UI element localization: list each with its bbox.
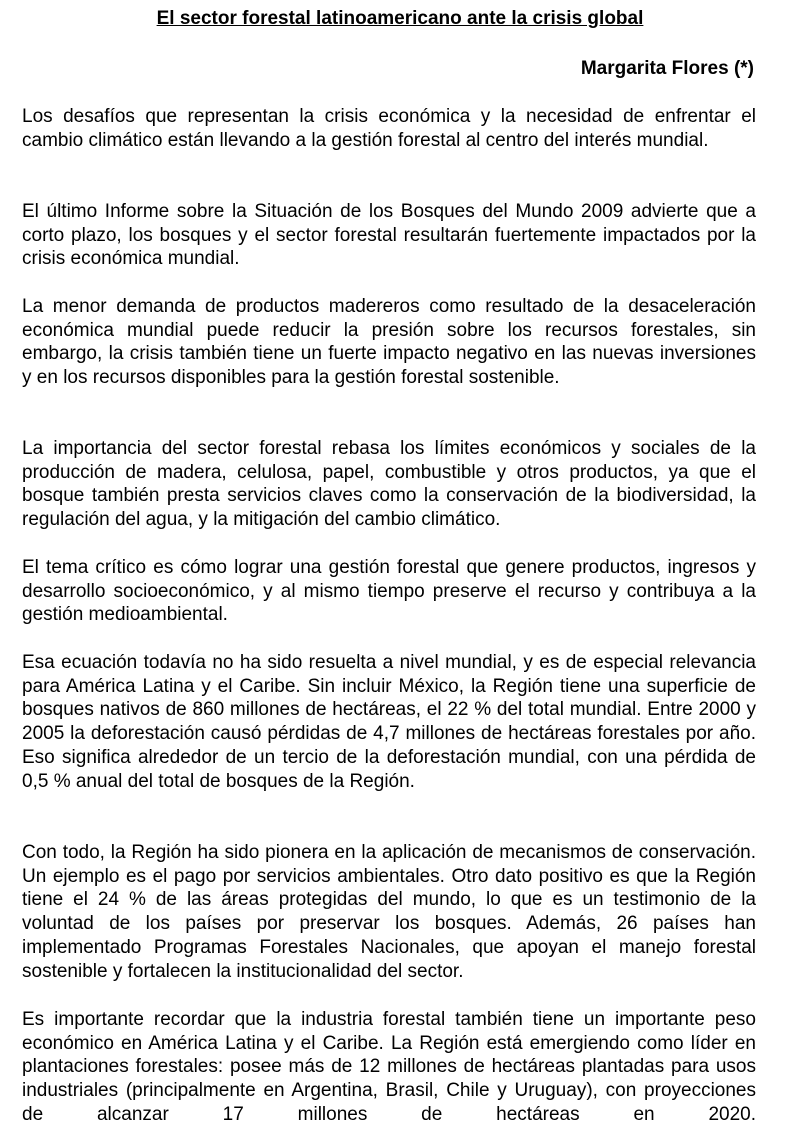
paragraph-4: La importancia del sector forestal rebasa los límites económicos y sociales de la producción de madera, celulosa, papel, combustible y otros productos, ya que el bosque también presta servicios claves como la conservación de la biodiversidad, la regulación del agua, y la mitigación del cambio climático. xyxy=(22,438,756,531)
paragraph-8: Es importante recordar que la industria forestal también tiene un importante peso económico en América Latina y el Caribe. La Región está emergiendo como líder en plantaciones forestales: posee más de 12 millones de hectáreas plantadas para usos industriales (principalmente en Argentina, Brasil, Chile y Uruguay), con proyecciones de alcanzar 17 millones de hectáreas en 2020. xyxy=(22,1009,756,1125)
paragraph-3: La menor demanda de productos madereros como resultado de la desaceleración económica mundial puede reducir la presión sobre los recursos forestales, sin embargo, la crisis también tiene un fuerte impacto negativo en las nuevas inversiones y en los recursos disponibles para la gestión forestal sostenible. xyxy=(22,296,756,389)
paragraph-7: Con todo, la Región ha sido pionera en la aplicación de mecanismos de conservación. Un ejemplo es el pago por servicios ambientales. Otro dato positivo es que la Región tiene el 24 % de las áreas protegidas del mundo, lo que es un testimonio de la voluntad de los países por preservar los bosques. Además, 26 países han implementado Programas Forestales Nacionales, que apoyan el manejo forestal sostenible y fortalecen la institucionalidad del sector. xyxy=(22,842,756,982)
paragraph-6: Esa ecuación todavía no ha sido resuelta a nivel mundial, y es de especial relevancia para América Latina y el Caribe. Sin incluir México, la Región tiene una superficie de bosques nativos de 860 millones de hectáreas, el 22 % del total mundial. Entre 2000 y 2005 la deforestación causó pérdidas de 4,7 millones de hectáreas forestales por año. Eso significa alrededor de un tercio de la deforestación mundial, con una pérdida de 0,5 % anual del total de bosques de la Región. xyxy=(22,652,756,792)
document-title: El sector forestal latinoamericano ante la crisis global xyxy=(156,8,644,29)
author-name: Margarita Flores (*) xyxy=(580,58,754,79)
paragraph-1: Los desafíos que representan la crisis económica y la necesidad de enfrentar el cambio climático están llevando a la gestión forestal al centro del interés mundial. xyxy=(22,106,756,151)
paragraph-2: El último Informe sobre la Situación de los Bosques del Mundo 2009 advierte que a corto plazo, los bosques y el sector forestal resultarán fuertemente impactados por la crisis económica mundial. xyxy=(22,201,756,270)
paragraph-5: El tema crítico es cómo lograr una gestión forestal que genere productos, ingresos y desarrollo socioeconómico, y al mismo tiempo preserve el recurso y contribuya a la gestión medioambiental. xyxy=(22,557,756,626)
